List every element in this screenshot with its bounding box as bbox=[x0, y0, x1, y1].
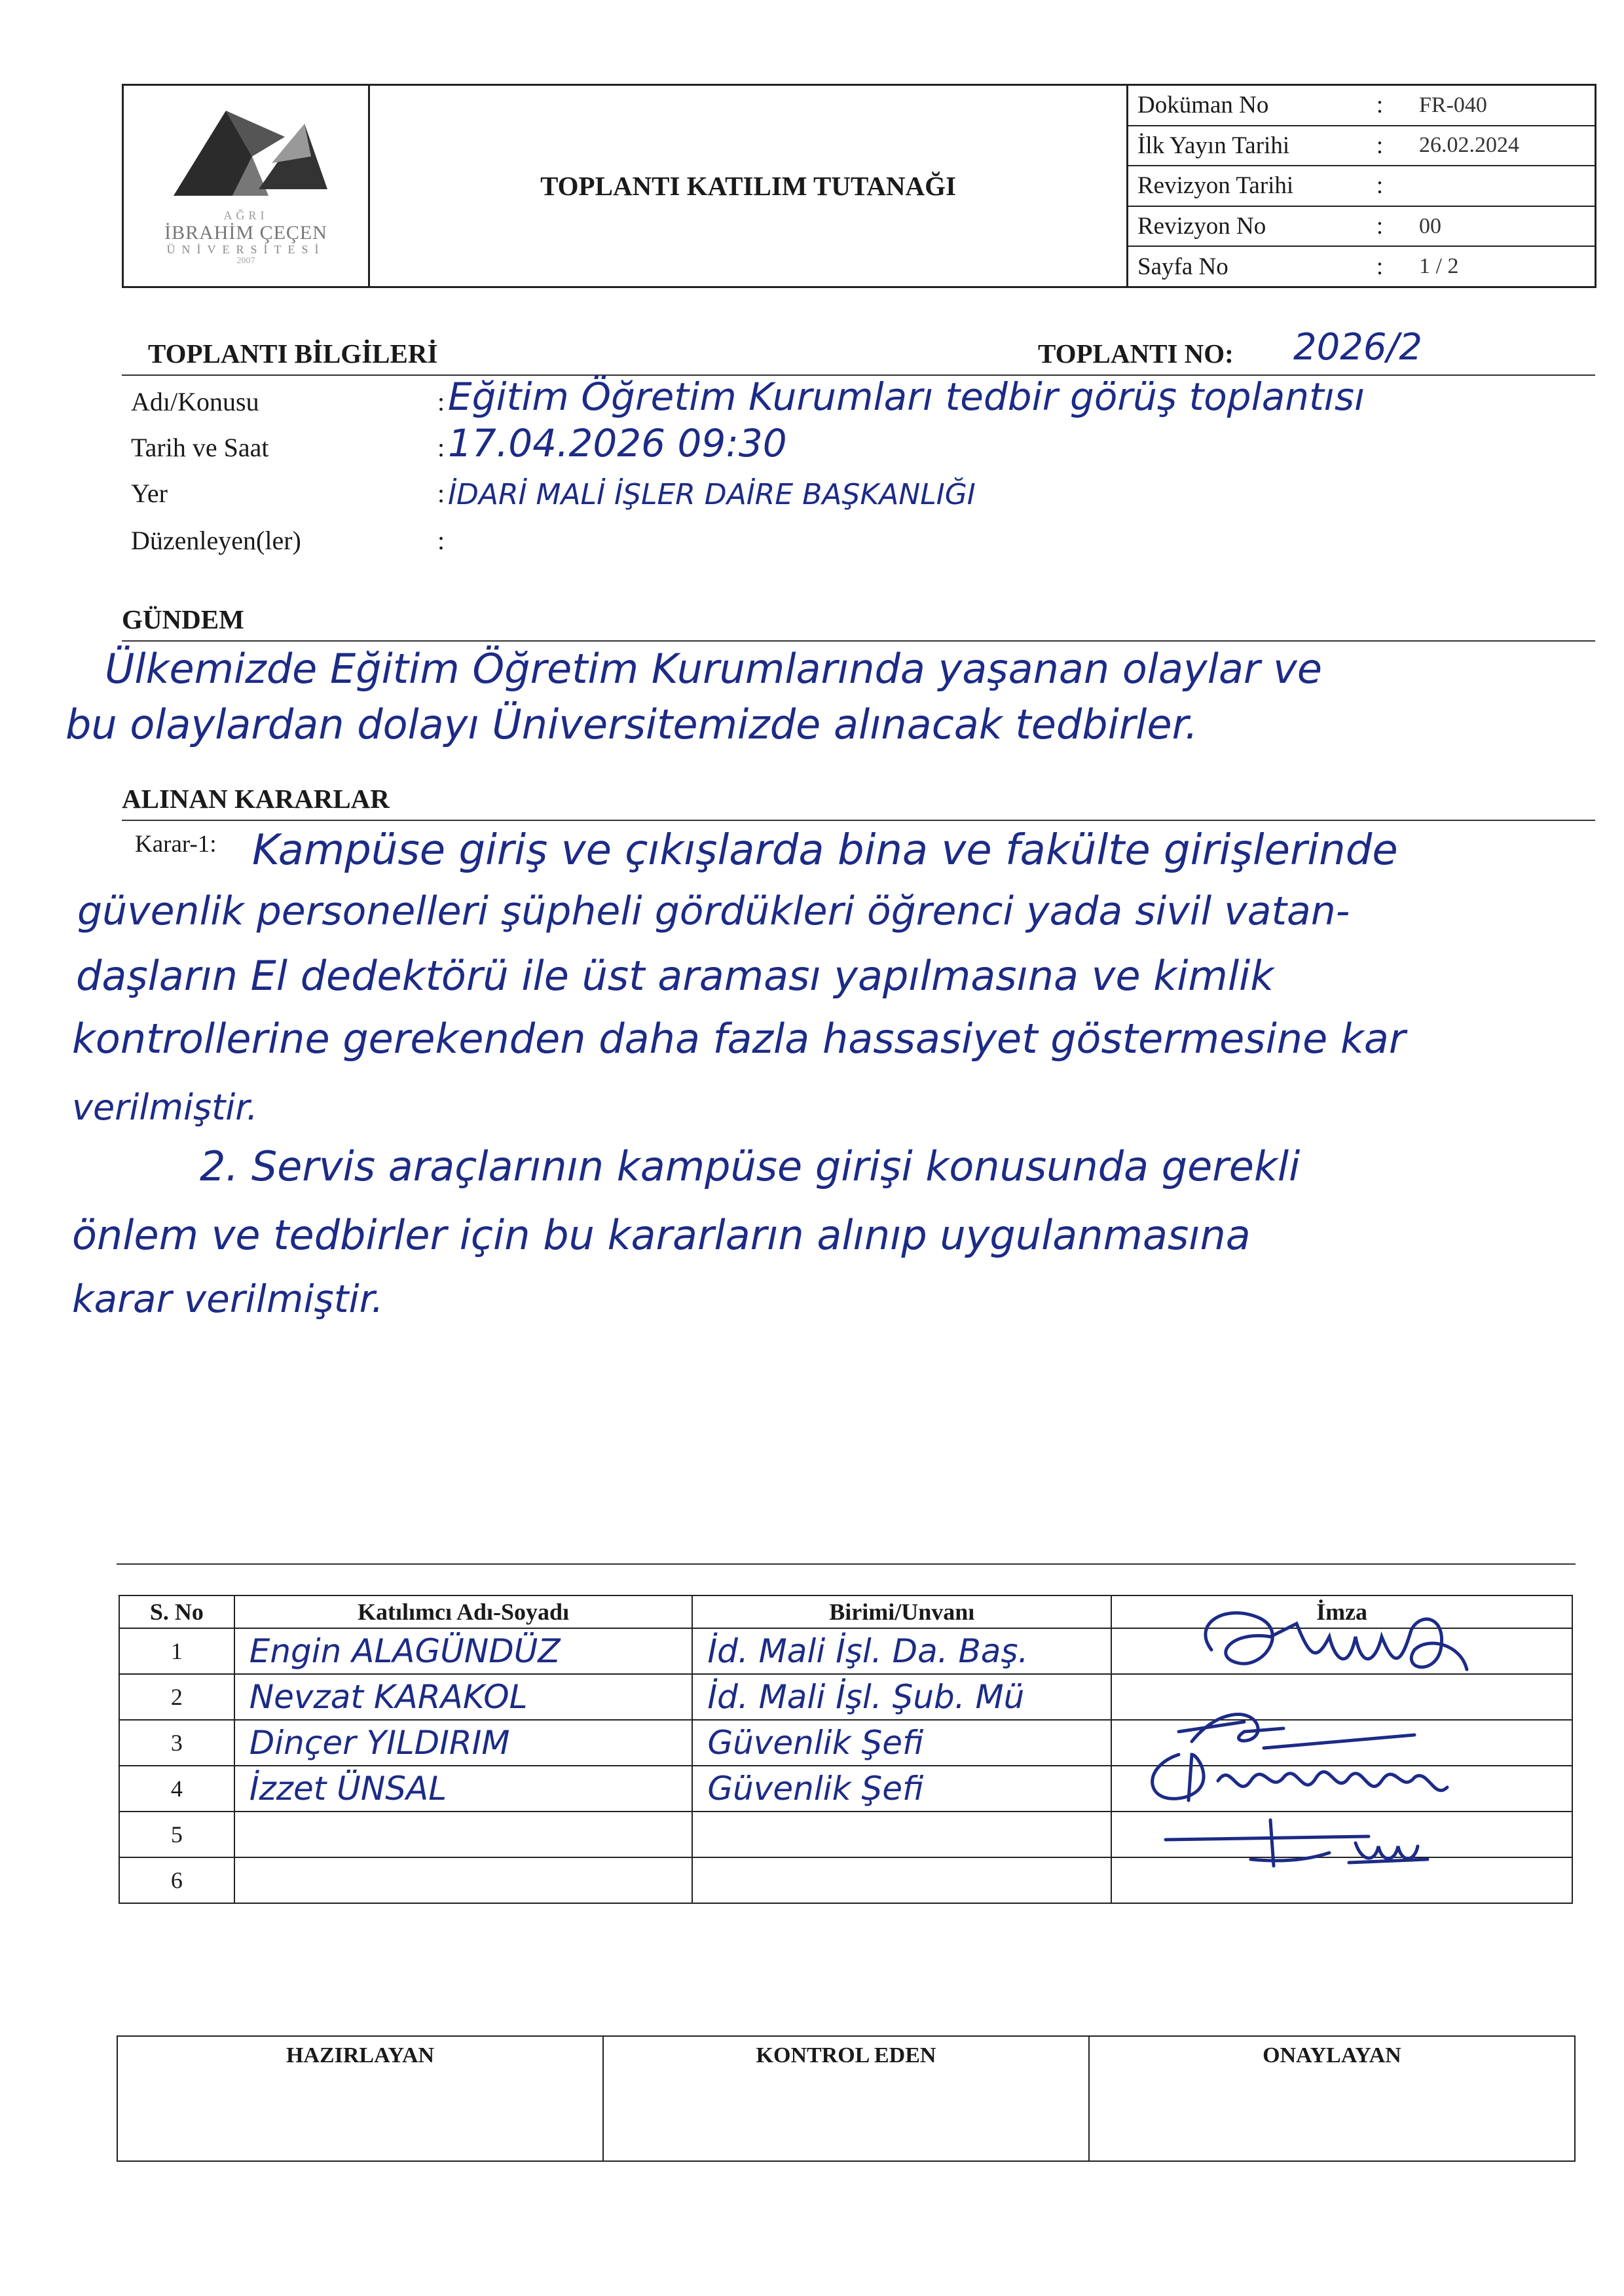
field-value-datetime: 17.04.2026 09:30 bbox=[448, 421, 787, 465]
participant-name: Dinçer YILDIRIM bbox=[234, 1720, 693, 1766]
signature-3 bbox=[1139, 1741, 1506, 1813]
row-no: 3 bbox=[119, 1720, 234, 1766]
approval-row bbox=[117, 2036, 1575, 2161]
decision-line-7: önlem ve tedbirler için bu kararların alınıp uygulanmasına bbox=[72, 1211, 1251, 1259]
field-colon: : bbox=[437, 526, 445, 555]
agenda-divider bbox=[122, 640, 1595, 642]
field-colon: : bbox=[437, 479, 445, 508]
participant-unit bbox=[692, 1812, 1111, 1857]
field-colon: : bbox=[437, 387, 445, 416]
decision-line-1: Kampüse giriş ve çıkışlarda bina ve fakülte girişlerinde bbox=[252, 826, 1398, 875]
approval-table bbox=[117, 2035, 1576, 2162]
university-logo bbox=[124, 86, 370, 286]
participant-name: İzzet ÜNSAL bbox=[234, 1766, 693, 1812]
agenda-line-2: bu olaylardan dolayı Üniversitemizde alınacak tedbirler. bbox=[65, 701, 1198, 748]
participant-unit: İd. Mali İşl. Şub. Mü bbox=[692, 1674, 1111, 1720]
document-title: TOPLANTI KATILIM TUTANAĞI bbox=[370, 86, 1128, 286]
meeting-info-title: TOPLANTI BİLGİLERİ bbox=[148, 338, 438, 369]
document-meta bbox=[1128, 86, 1595, 286]
col-header-signature: İmza bbox=[1111, 1595, 1572, 1628]
signature-4 bbox=[1153, 1807, 1493, 1879]
participant-unit: Güvenlik Şefi bbox=[692, 1766, 1111, 1812]
meeting-no-value: 2026/2 bbox=[1293, 326, 1423, 369]
field-value-subject: Eğitim Öğretim Kurumları tedbir görüş toplantısı bbox=[448, 374, 1365, 419]
row-no: 6 bbox=[119, 1857, 234, 1903]
logo-line-2: İBRAHİM ÇEÇEN bbox=[164, 222, 327, 244]
participant-unit bbox=[692, 1857, 1111, 1903]
meta-row-doc-no: Doküman No : FR-040 bbox=[1128, 86, 1595, 126]
participant-name bbox=[234, 1812, 693, 1857]
decision-line-6: 2. Servis araçlarının kampüse girişi konusunda gerekli bbox=[200, 1142, 1301, 1190]
approved-by-cell: ONAYLAYAN bbox=[1089, 2036, 1575, 2161]
signature-1 bbox=[1185, 1597, 1526, 1696]
col-header-no: S. No bbox=[119, 1595, 234, 1628]
field-label-organizers: Düzenleyen(ler) bbox=[131, 526, 301, 555]
meta-row-revision-no: Revizyon No : 00 bbox=[1128, 207, 1595, 247]
meeting-no-label: TOPLANTI NO: bbox=[1038, 338, 1234, 369]
logo-line-4: 2007 bbox=[236, 256, 255, 266]
field-label-location: Yer bbox=[131, 479, 168, 508]
meta-row-first-pub-date: İlk Yayın Tarihi : 26.02.2024 bbox=[1128, 126, 1595, 167]
logo-line-1: AĞRI bbox=[223, 209, 268, 222]
document-header bbox=[122, 84, 1596, 288]
controlled-by-cell: KONTROL EDEN bbox=[603, 2036, 1089, 2161]
participant-name: Nevzat KARAKOL bbox=[234, 1674, 693, 1720]
row-no: 1 bbox=[119, 1628, 234, 1674]
participant-name: Engin ALAGÜNDÜZ bbox=[234, 1628, 693, 1674]
decision-line-3: daşların El dedektörü ile üst araması yapılmasına ve kimlik bbox=[76, 952, 1274, 1000]
agenda-line-1: Ülkemizde Eğitim Öğretim Kurumlarında yaşanan olaylar ve bbox=[105, 645, 1322, 693]
prepared-by-cell: HAZIRLAYAN bbox=[117, 2036, 603, 2161]
row-no: 5 bbox=[119, 1812, 234, 1857]
participants-divider bbox=[117, 1563, 1576, 1565]
decisions-divider bbox=[122, 820, 1595, 821]
field-colon: : bbox=[437, 433, 445, 462]
decision-line-5: verilmiştir. bbox=[72, 1087, 258, 1128]
participant-unit: İd. Mali İşl. Da. Baş. bbox=[692, 1628, 1111, 1674]
col-header-unit: Birimi/Unvanı bbox=[692, 1595, 1111, 1628]
logo-line-3: ÜNİVERSİTESİ bbox=[166, 243, 325, 256]
col-header-name: Katılımcı Adı-Soyadı bbox=[234, 1595, 693, 1628]
decision-line-4: kontrollerine gerekenden daha fazla hassasiyet göstermesine kar bbox=[72, 1015, 1406, 1063]
logo-mountain-icon bbox=[154, 98, 337, 209]
decision-line-2: güvenlik personelleri şüpheli gördükleri öğrenci yada sivil vatan- bbox=[77, 888, 1350, 934]
field-label-subject: Adı/Konusu bbox=[131, 387, 259, 416]
meta-row-revision-date: Revizyon Tarihi : bbox=[1128, 166, 1595, 207]
row-no: 2 bbox=[119, 1674, 234, 1720]
meta-row-page-no: Sayfa No : 1 / 2 bbox=[1137, 253, 1459, 280]
decision-line-8: karar verilmiştir. bbox=[72, 1277, 384, 1321]
participant-name bbox=[234, 1857, 693, 1903]
participant-unit: Güvenlik Şefi bbox=[692, 1720, 1111, 1766]
agenda-title: GÜNDEM bbox=[122, 604, 244, 634]
decisions-title: ALINAN KARARLAR bbox=[122, 784, 390, 814]
field-value-location: İDARİ MALİ İŞLER DAİRE BAŞKANLIĞI bbox=[448, 478, 976, 511]
row-no: 4 bbox=[119, 1766, 234, 1812]
decision-1-label: Karar-1: bbox=[135, 831, 217, 858]
field-label-datetime: Tarih ve Saat bbox=[131, 433, 269, 462]
